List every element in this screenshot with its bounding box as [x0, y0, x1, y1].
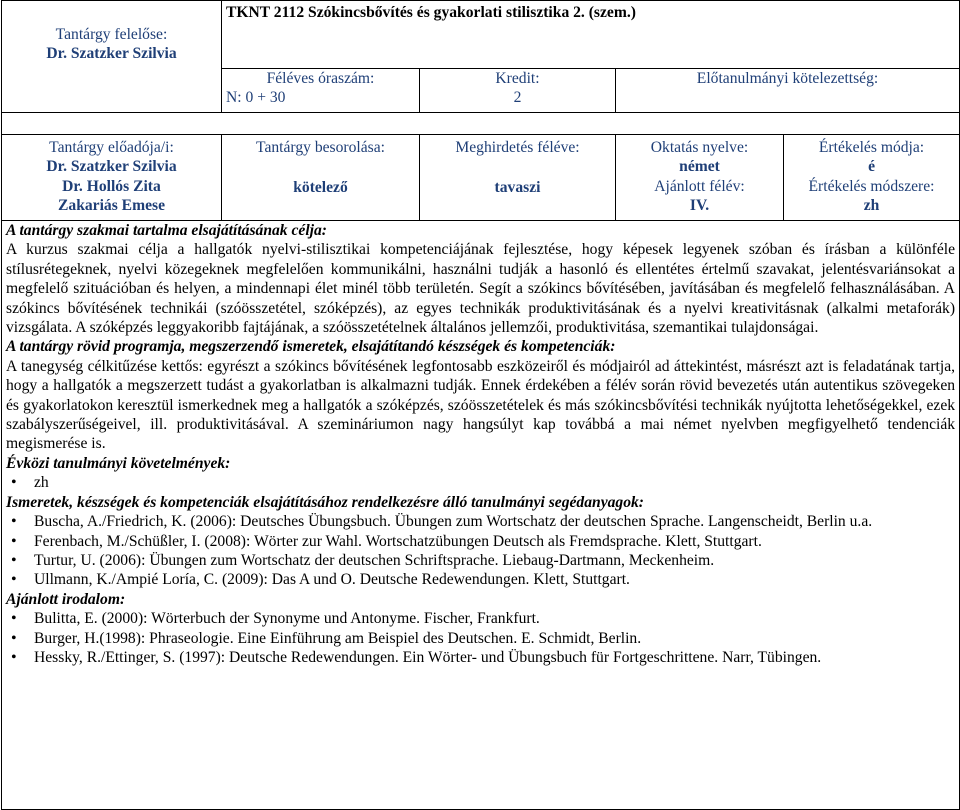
oraszam-value: N: 0 + 30: [226, 89, 286, 107]
eloado-name-1: Dr. Szatzker Szilvia: [46, 158, 177, 176]
ajanlott-felev-value: IV.: [689, 197, 710, 215]
nyelv-cell: [616, 135, 784, 221]
besorolas-cell: [222, 135, 420, 221]
oraszam-cell: [222, 69, 420, 113]
program-heading: A tantárgy rövid programja, megszerzendő ismeretek, elsajátítandó készségek és kompetenciák:: [6, 338, 616, 356]
irodalom-item-text: • Bulitta, E. (2000): Wörterbuch der Synonyme und Antonyme. Fischer, Frankfurt.: [34, 610, 540, 628]
irodalom-item-text: • Burger, H.(1998): Phraseologie. Eine Einführung am Beispiel des Deutschen. E. Schmidt, Berlin.: [34, 629, 642, 647]
meghirdetes-value: tavaszi: [494, 179, 541, 197]
ertekeles-cell: [784, 135, 960, 221]
evkozi-list: [6, 473, 955, 492]
evkozi-item-text: • zh: [34, 474, 49, 492]
course-table: [1, 0, 960, 810]
irodalom-heading: Ajánlott irodalom:: [6, 590, 126, 608]
list-item: [34, 532, 955, 551]
ertekeles-modszer-label: Értékelés módszere:: [808, 177, 935, 195]
segedanyag-heading: Ismeretek, készségek és kompetenciák elsajátításához rendelkezésre álló tanulmányi segédanyagok:: [6, 493, 644, 511]
irodalom-list: [6, 609, 955, 667]
felelos-label: Tantárgy felelőse:: [55, 26, 168, 43]
elotanulmanyi-label: Előtanulmányi kötelezettség:: [696, 70, 879, 87]
nyelv-label: Oktatás nyelve:: [650, 139, 749, 156]
segedanyag-list: [6, 512, 955, 590]
cel-text: A kurzus szakmai célja a hallgatók nyelvi-stilisztikai kompetenciájának fejlesztése, hogy képesek legyenek szóban és írásban a különféle stílusrétegeknek, nyelvi közegeknek megfelelően kommunikálni, használni tudják a hasonló és ellentétes értelmű szavakat, jelentésvariánsokat a megfelelő szituációban és helyen, a mindennapi élet minél több területén. Segít a szókincs bővítésében, javításában és megfelelő felhasználásában. A szókincs bővítésének technikái (szóösszetétel, szóképzés), az egyes technikák produktivitásának és a nyelvi kreativitásnak (alkalmi metaforák) vizsgálata. A szóképzés leggyakoribb fajtájának, a szóösszetételnek általános jellemzői, produktivitása, szemantikai tulajdonságai.: [6, 241, 956, 337]
eloado-label: Tantárgy előadója/i:: [49, 139, 174, 156]
kredit-value: 2: [513, 89, 522, 107]
course-title: TKNT 2112 Szókincsbővítés és gyakorlati stilisztika 2. (szem.): [222, 1, 960, 69]
list-item: [34, 629, 955, 648]
kredit-label: Kredit:: [495, 70, 540, 87]
felelos-cell: [2, 1, 222, 113]
oraszam-label: Féléves óraszám:: [266, 70, 375, 87]
segedanyag-item-text: • Buscha, A./Friedrich, K. (2006): Deutsches Übungsbuch. Übungen zum Wortschatz der deutschen Sprache. Langenscheidt, Berlin u.a.: [34, 513, 873, 531]
segedanyag-item-text: • Ferenbach, M./Schüßler, I. (2008): Wörter zur Wahl. Wortschatzübungen Deutsch als Fremdsprache. Klett, Stuttgart.: [34, 532, 762, 550]
content-cell: [2, 221, 960, 810]
felelos-name: Dr. Szatzker Szilvia: [46, 45, 177, 63]
eloado-name-3: Zakariás Emese: [58, 197, 165, 215]
segedanyag-item-text: • Turtur, U. (2006): Übungen zum Wortschatz der deutschen Schriftsprache. Liebaug-Dartmann, Meckenheim.: [34, 551, 715, 569]
nyelv-value: német: [679, 158, 720, 176]
evkozi-heading: Évközi tanulmányi követelmények:: [6, 454, 231, 472]
list-item: [34, 570, 955, 589]
content-row: [2, 221, 960, 810]
list-item: [34, 648, 955, 667]
besorolas-value: kötelező: [293, 179, 348, 197]
besorolas-label: Tantárgy besorolása:: [256, 139, 385, 156]
spacer-cell: [2, 113, 960, 135]
ajanlott-felev-label: Ajánlott félév:: [654, 177, 745, 195]
list-item: [34, 551, 955, 570]
list-item: [34, 473, 955, 492]
eloado-cell: [2, 135, 222, 221]
program-text: A tanegység célkitűzése kettős: egyrészt a szókincs bővítésének legfontosabb eszközeiről és módjairól ad áttekintést, másrészt azt is feladatának tartja, hogy a hallgatók a megszerzett tudást a gyakorlatban is alkalmazni tudják. Ennek érdekében a félév során rövid bevezetés után autentikus szövegeken és gyakorlatokon keresztül ismerkednek meg a hallgatók a szóképzés, szóösszetételek és más szókincsbővítési technikák nyújtotta lehetőségekkel, ezek szabályszerűségeivel, ill. produktivitásával. A szemináriumon nagy hangsúlyt kap továbbá a mai német nyelvben megfigyelhető tendenciák megismerése is.: [6, 357, 956, 453]
irodalom-item-text: • Hessky, R./Ettinger, S. (1997): Deutsche Redewendungen. Ein Wörter- und Übungsbuch für Fortgeschrittene. Narr, Tübingen.: [34, 648, 822, 666]
header-row: [2, 1, 960, 69]
ertekeles-mod-label: Értékelés módja:: [818, 139, 925, 156]
elotanulmanyi-cell: [616, 69, 960, 113]
attributes-row: [2, 135, 960, 221]
cel-heading: A tantárgy szakmai tartalma elsajátításának célja:: [6, 222, 327, 239]
segedanyag-item-text: • Ullmann, K./Ampié Loría, C. (2009): Das A und O. Deutsche Redewendungen. Klett, Stuttgart.: [34, 571, 630, 589]
ertekeles-mod-value: é: [868, 158, 875, 176]
kredit-cell: [420, 69, 616, 113]
eloado-name-2: Dr. Hollós Zita: [62, 177, 161, 195]
spacer-row: [2, 113, 960, 135]
list-item: [34, 512, 955, 531]
meghirdetes-label: Meghirdetés féléve:: [455, 139, 580, 156]
list-item: [34, 609, 955, 628]
ertekeles-modszer-value: zh: [863, 197, 880, 215]
meghirdetes-cell: [420, 135, 616, 221]
